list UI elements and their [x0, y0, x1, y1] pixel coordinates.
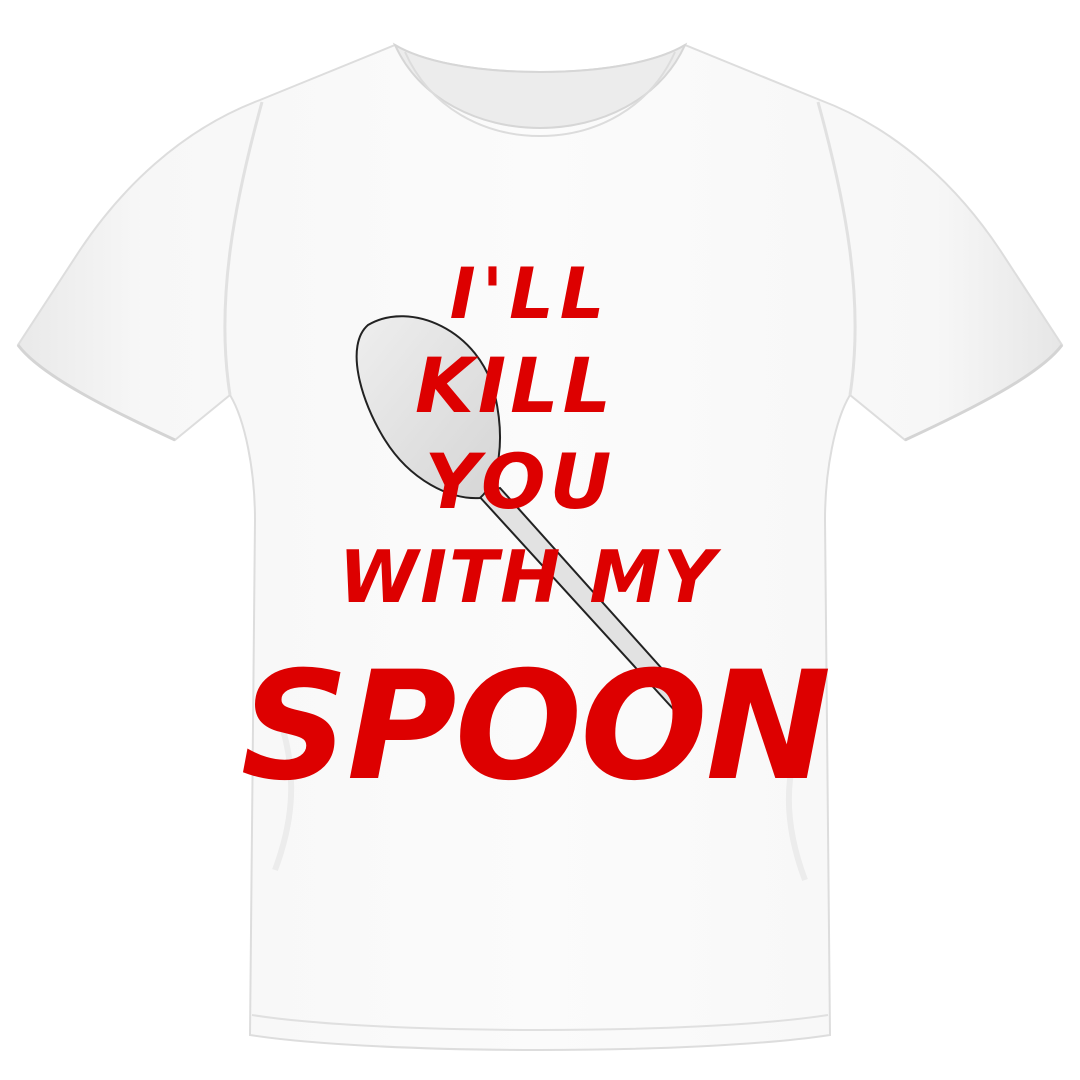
- print-line-2: KILL: [414, 341, 616, 430]
- print-line-4: WITH MY: [338, 535, 718, 619]
- print-line-1: I'LL: [449, 253, 611, 335]
- print-line-3: YOU: [424, 437, 616, 526]
- print-line-5: SPOON: [240, 640, 830, 814]
